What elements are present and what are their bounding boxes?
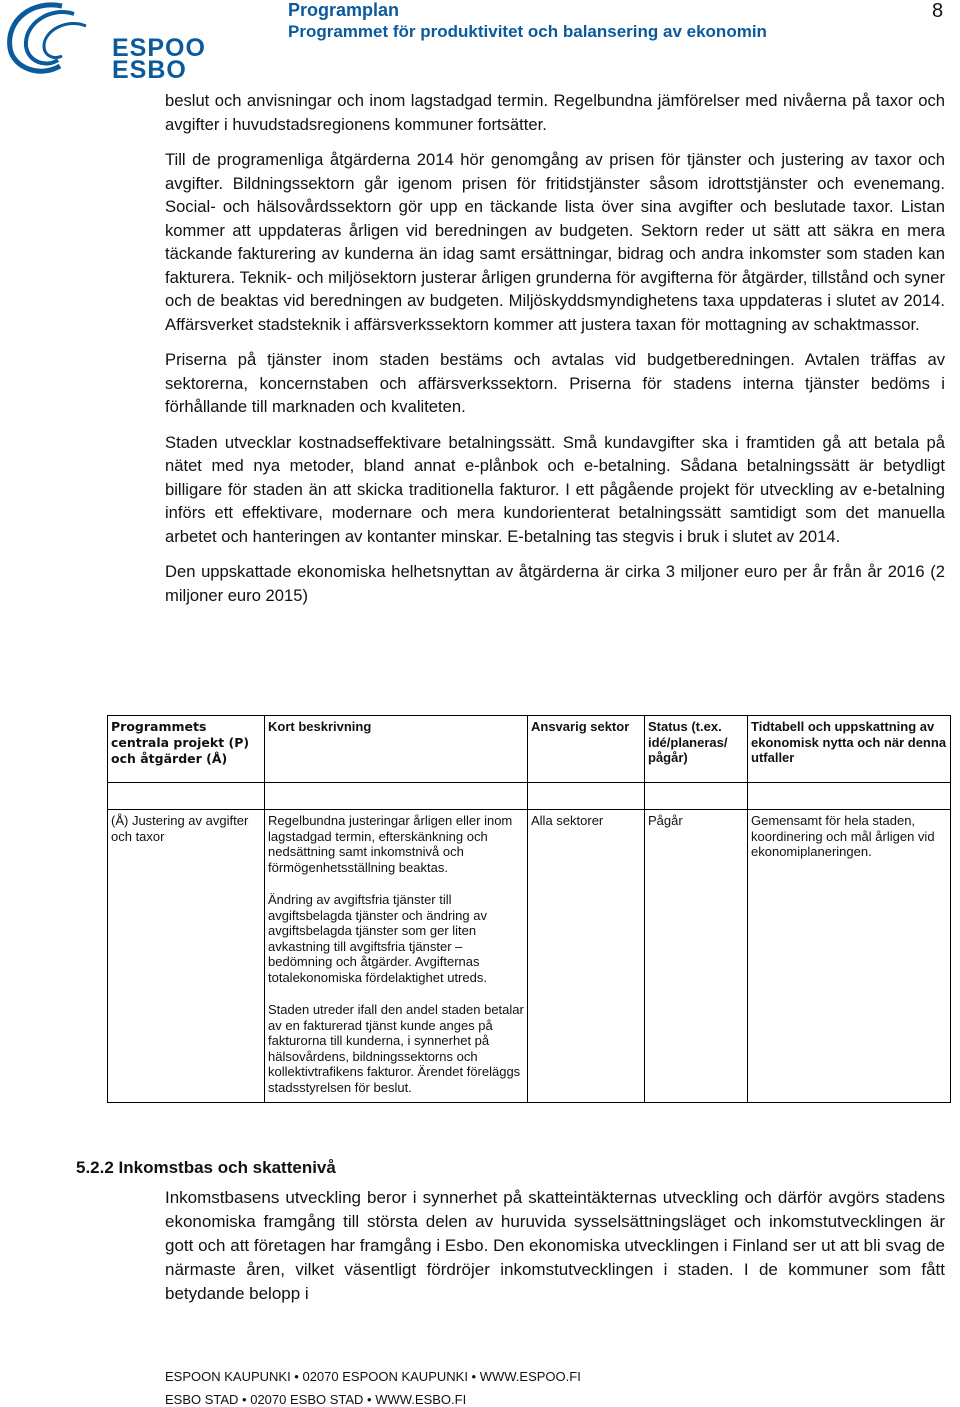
table-cell-schedule: Gemensamt för hela staden, koordinering och mål årligen vid ekonomiplaneringen. <box>748 810 951 1103</box>
table-cell-status: Pågår <box>645 810 748 1103</box>
description-item: Ändring av avgiftsfria tjänster till avgiftsbelagda tjänster och ändring av avgiftsbelagda tjänster som ger liten avkastning till avgiftsfria tjänster – bedömning och åtgärder. Avgifternas totalekonomiska fördelaktighet utreds. <box>268 892 487 985</box>
description-item: Regelbundna justeringar årligen eller inom lagstadgad termin, efterskänkning och nedsättning samt inkomstnivå och förmögenhetsställning beaktas. <box>268 813 513 875</box>
table-header-cell: Programmets centrala projekt (P) och åtgärder (Å) <box>108 716 265 783</box>
table-row <box>108 810 951 1103</box>
table-cell-sector: Alla sektorer <box>528 810 645 1103</box>
logo-text-esbo: ESBO <box>112 56 187 84</box>
table-cell-project: (Å) Justering av avgifter och taxor <box>108 810 265 1103</box>
project-table <box>107 715 951 1103</box>
footer-line-swedish: ESBO STAD • 02070 ESBO STAD • WWW.ESBO.FI <box>165 1392 467 1407</box>
logo-swirl-icon <box>2 0 112 80</box>
table-header-cell: Kort beskrivning <box>265 716 528 783</box>
table-header-cell: Tidtabell och uppskattning av ekonomisk nytta och när denna utfaller <box>748 716 951 783</box>
paragraph: beslut och anvisningar och inom lagstadgad termin. Regelbundna jämförelser med nivåerna på taxor och avgifter i huvudstadsregionens kommuner fortsätter. <box>165 91 945 134</box>
section-heading: 5.2.2 Inkomstbas och skattenivå <box>76 1158 336 1177</box>
header-subtitle: Programmet för produktivitet och balansering av ekonomin <box>288 22 767 41</box>
logo-text-espoo: ESPOO <box>112 34 206 62</box>
table-spacer-row <box>108 783 951 810</box>
table-header-cell: Status (t.ex. idé/planeras/ pågår) <box>645 716 748 783</box>
table-cell-description <box>265 810 528 1103</box>
page-number: 8 <box>932 0 944 22</box>
paragraph: Till de programenliga åtgärderna 2014 hör genomgång av prisen för tjänster och justering av taxor och avgifter. Bildningssektorn går igenom prisen för fritidstjänster såsom idrottstjänster och evenemang. Social- och hälsovårdssektorn gör upp en täckande lista över sina avgifter och beslutade taxor. Listan kommer att uppdateras årligen vid beredningen av budgeten. Sektorn reder ut sätt att säkra en mera täckande fakturering av kunderna än idag samt ersättningar, bidrag och andra inkomster som staden kan fakturera. Teknik- och miljösektorn justerar årligen grunderna för avgifterna för åtgärder, tillstånd och syner och de beaktas vid beredningen av budgeten. Miljöskyddsmyndighetens taxa uppdateras i slutet av 2014. Affärsverket stadsteknik i affärsverkssektorn kommer att justera taxan för mottagning av schaktmassor. <box>165 150 945 334</box>
paragraph: Staden utvecklar kostnadseffektivare betalningssätt. Små kundavgifter ska i framtiden gå att betala på nätet med nya metoder, bland annat e-plånbok och e-betalning. Sådana betalningssätt är betydligt billigare för staden än att skicka traditionella fakturor. I ett pågående projekt för utveckling av e-betalning införs ett effektivare, modernare och mera kundorienterat betalningssätt samtidigt som det manuella arbetet och hanteringen av kontanter minskar. E-betalning tas stegvis i bruk i slutet av 2014. <box>165 432 945 546</box>
table-header-row <box>108 716 951 783</box>
description-item: Staden utreder ifall den andel staden betalar av en fakturerad tjänst kunde anges på fakturorna till kunderna, i synnerhet på hälsovårdens, bildningssektorns och kollektivtrafikens fakturor. Ärendet föreläggs stadsstyrelsen för beslut. <box>268 1002 524 1095</box>
table-header-cell: Ansvarig sektor <box>528 716 645 783</box>
header-title: Programplan <box>288 0 400 20</box>
paragraph: Priserna på tjänster inom staden bestäms och avtalas vid budgetberedningen. Avtalen träffas av sektorerna, koncernstaben och affärsverkssektorn. Priserna för stadens interna tjänster bedöms i förhållande till marknaden och kvaliteten. <box>165 350 945 416</box>
paragraph: Den uppskattade ekonomiska helhetsnyttan av åtgärderna är cirka 3 miljoner euro per år från år 2016 (2 miljoner euro 2015) <box>165 562 945 605</box>
section-text: Inkomstbasens utveckling beror i synnerhet på skatteintäkternas utveckling och därför avgörs stadens ekonomiska framgång till största delen av huruvida sysselsättningsläget och inkomstutvecklingen är gott och att företagen har framgång i Esbo. Den ekonomiska utvecklingen i Finland ser ut att bli svag de närmaste åren, vilket väsentligt fördröjer inkomstutvecklingen i staden. I de kommuner som fått betydande belopp i <box>165 1188 945 1303</box>
body-text <box>165 89 945 619</box>
footer-line-finnish: ESPOON KAUPUNKI • 02070 ESPOON KAUPUNKI • WWW.ESPOO.FI <box>165 1369 581 1384</box>
espoo-logo <box>2 0 206 84</box>
